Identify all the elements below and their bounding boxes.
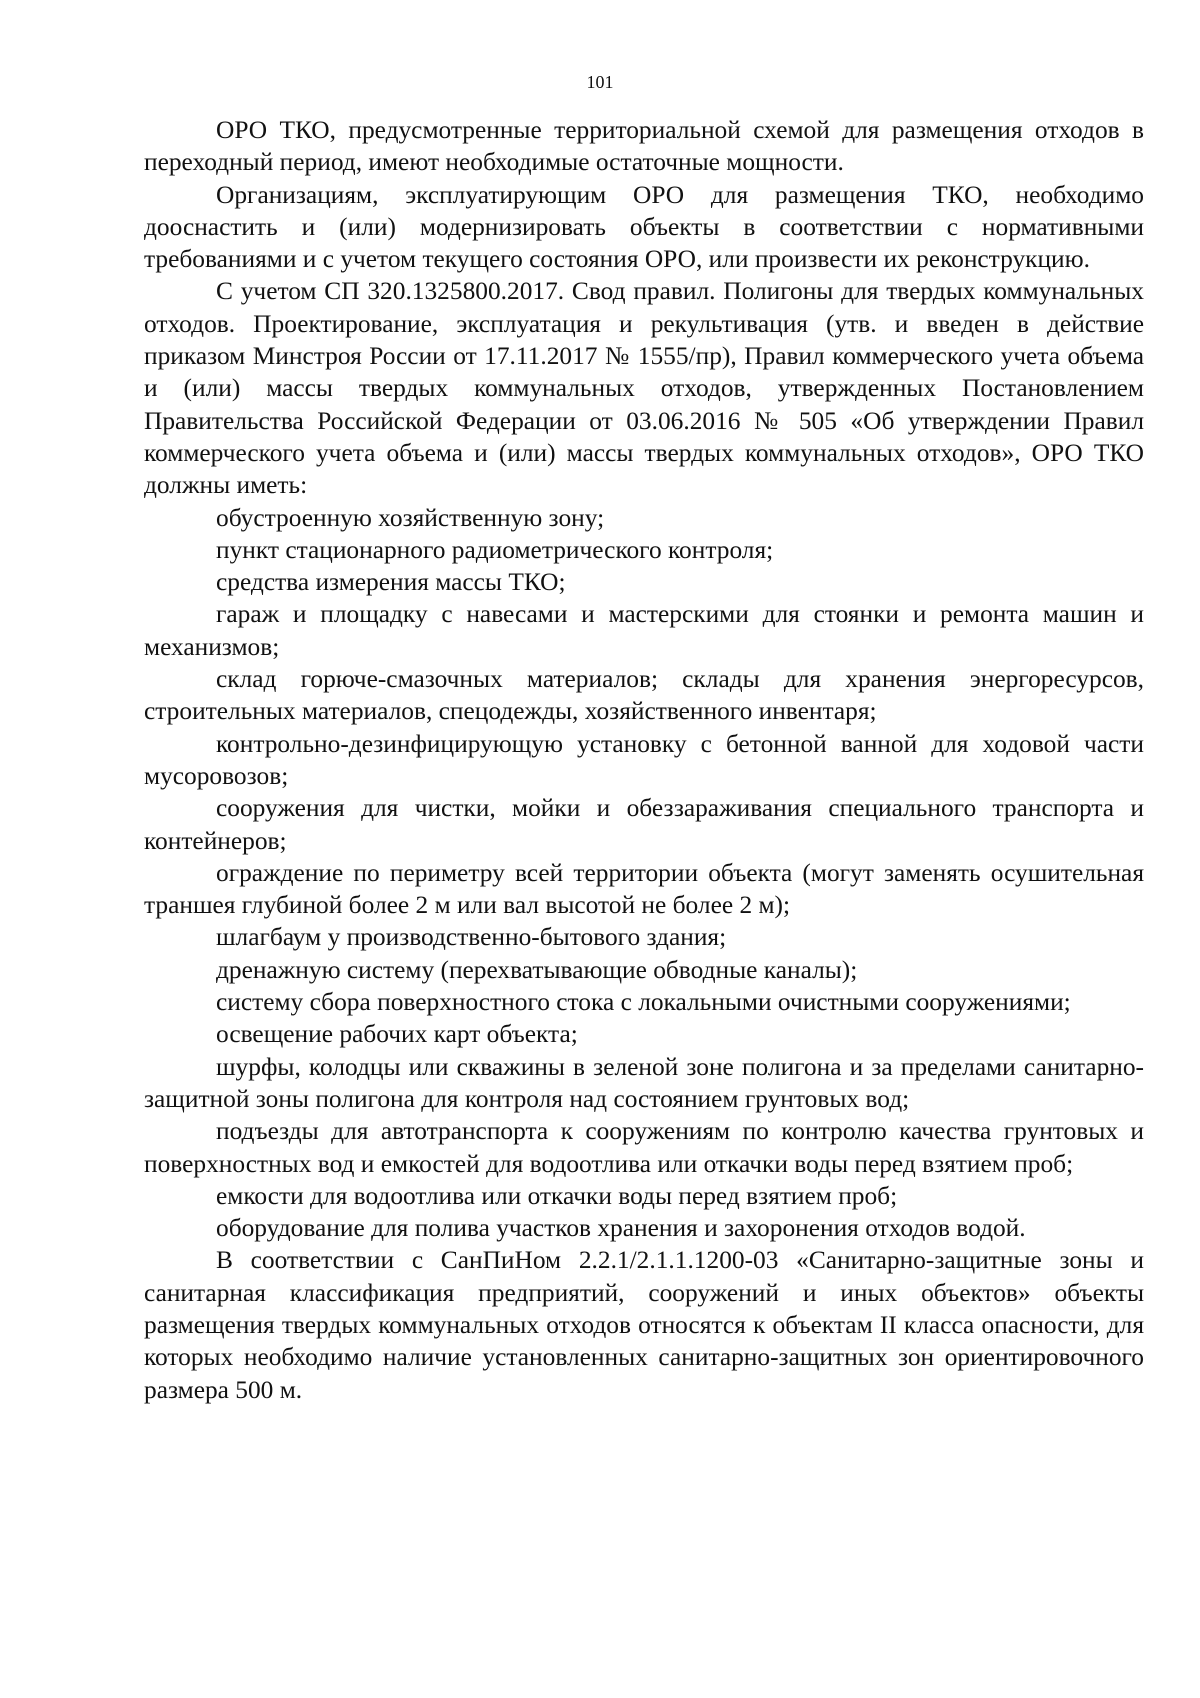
list-item: пункт стационарного радиометрического контроля; bbox=[216, 535, 774, 564]
list-item: средства измерения массы ТКО; bbox=[216, 568, 566, 597]
list-item: ограждение по периметру всей территории объекта (могут заменять осушительная траншея глубиной более 2 м или вал высотой не более 2 м); bbox=[144, 858, 1144, 920]
paragraph-modernization: Организациям, эксплуатирующим ОРО для размещения ТКО, необходимо дооснастить и (или) модернизировать объекты в соответствии с нормативными требованиями и с учетом текущего состояния ОРО, или произвести их реконструкцию. bbox=[144, 180, 1144, 274]
list-item: склад горюче-смазочных материалов; склады для хранения энергоресурсов, строительных материалов, спецодежды, хозяйственного инвентаря; bbox=[144, 665, 1144, 726]
paragraph-requirements-intro: С учетом СП 320.1325800.2017. Свод правил. Полигоны для твердых коммунальных отходов. Проектирование, эксплуатация и рекультивация (утв. и введен в действие приказом Минстроя России от 17.11.2017 № 1555/пр), Правил коммерческого учета объема и (или) массы твердых коммунальных отходов, утвержденных Постановлением Правительства Российской Федерации от 03.06.2016 № 505 «Об утверждении Правил коммерческого учета объема и (или) массы твердых коммунальных отходов», ОРО ТКО должны иметь: bbox=[144, 277, 1144, 500]
paragraph-sanitary-zones: В соответствии с СанПиНом 2.2.1/2.1.1.1200-03 «Санитарно-защитные зоны и санитарная классификация предприятий, сооружений и иных объектов» объекты размещения твердых коммунальных отходов относятся к объектам II класса опасности, для которых необходимо наличие установленных санитарно-защитных зон ориентировочного размера 500 м. bbox=[144, 1246, 1144, 1404]
list-item: освещение рабочих карт объекта; bbox=[216, 1020, 578, 1049]
list-item: систему сбора поверхностного стока с локальными очистными сооружениями; bbox=[216, 988, 1071, 1017]
list-item: оборудование для полива участков хранения и захоронения отходов водой. bbox=[216, 1214, 1026, 1243]
list-item: гараж и площадку с навесами и мастерскими для стоянки и ремонта машин и механизмов; bbox=[144, 600, 1144, 661]
list-item: обустроенную хозяйственную зону; bbox=[216, 503, 605, 532]
page-number: 101 bbox=[586, 72, 614, 92]
list-item: контрольно-дезинфицирующую установку с бетонной ванной для ходовой части мусоровозов; bbox=[144, 729, 1144, 790]
list-item: емкости для водоотлива или откачки воды перед взятием проб; bbox=[216, 1181, 898, 1210]
list-item: дренажную систему (перехватывающие обводные каналы); bbox=[216, 955, 858, 984]
paragraph-oro-capacity: ОРО ТКО, предусмотренные территориальной схемой для размещения отходов в переходный период, имеют необходимые остаточные мощности. bbox=[144, 116, 1144, 177]
list-item: подъезды для автотранспорта к сооружениям по контролю качества грунтовых и поверхностных вод и емкостей для водоотлива или откачки воды перед взятием проб; bbox=[144, 1117, 1144, 1178]
list-item: шлагбаум у производственно-бытового здания; bbox=[216, 923, 727, 952]
document-body bbox=[144, 114, 1144, 1406]
list-item: шурфы, колодцы или скважины в зеленой зоне полигона и за пределами санитарно-защитной зоны полигона для контроля над состоянием грунтовых вод; bbox=[144, 1052, 1144, 1113]
list-item: сооружения для чистки, мойки и обеззараживания специального транспорта и контейнеров; bbox=[144, 794, 1144, 855]
